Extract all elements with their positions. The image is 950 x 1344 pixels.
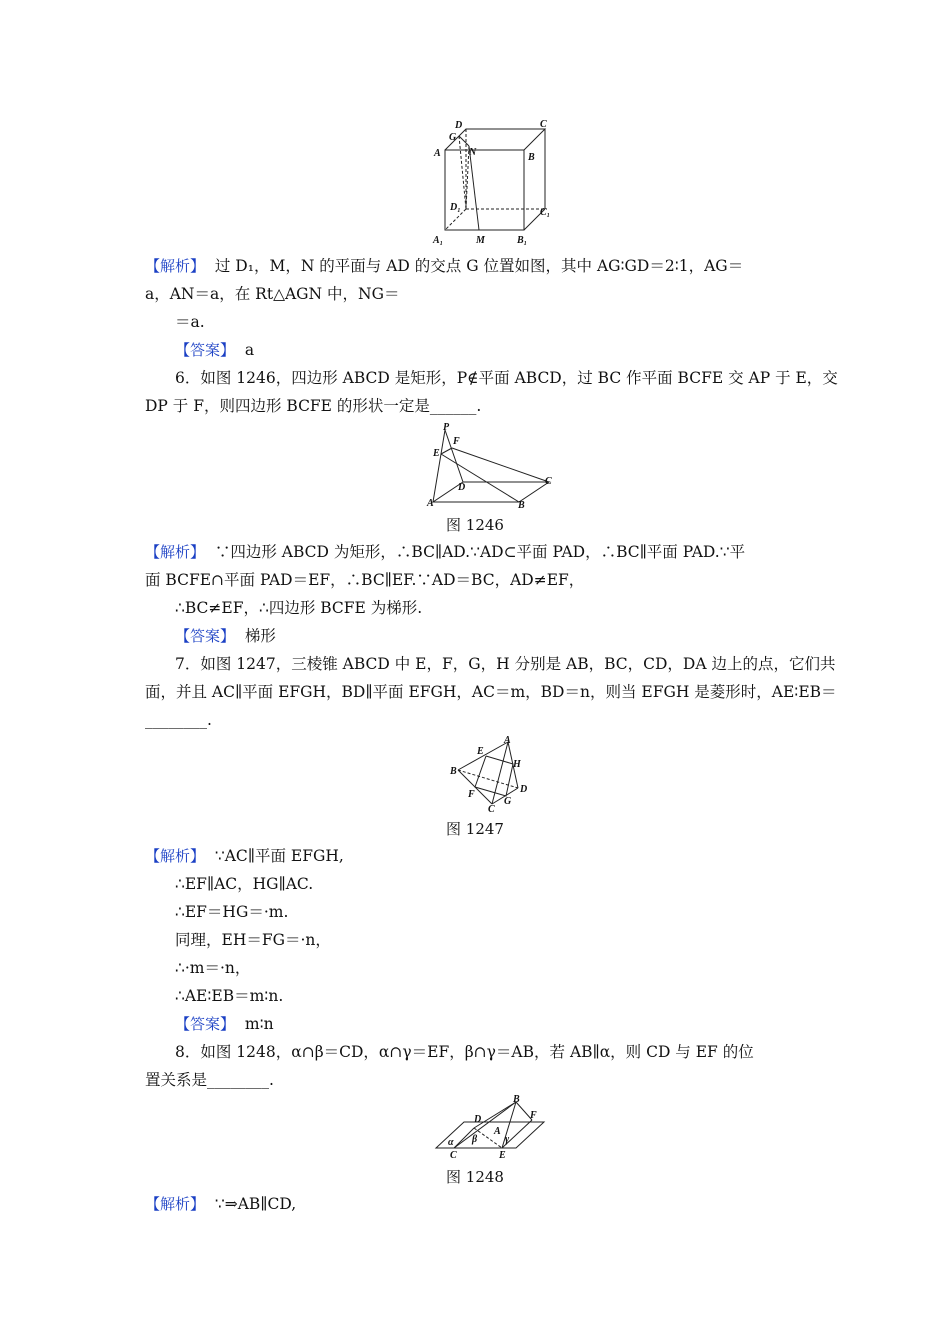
fig7-label: E <box>477 746 484 757</box>
fig5-label: C <box>540 119 547 130</box>
fig7-label: D <box>520 784 528 795</box>
fig5-label: C₁ <box>540 207 551 218</box>
fig8-label: B <box>513 1094 520 1105</box>
q6-analysis-text-1: ∵四边形 ABCD 为矩形，∴BC∥AD.∵AD⊂平面 PAD，∴BC∥平面 PAD.∵平 <box>214 543 746 561</box>
fig5-label: G <box>449 132 457 143</box>
q5-answer: a <box>244 341 255 359</box>
analysis-tag: 【解析】 <box>145 1195 206 1213</box>
fig7-label: A <box>504 735 511 746</box>
q7-analysis-text-1: ∵AC∥平面 EFGH, <box>214 847 344 865</box>
figure-cube <box>425 118 555 248</box>
fig8-label: D <box>474 1114 482 1125</box>
fig8-label: γ <box>505 1134 510 1145</box>
fig7-label: F <box>468 789 475 800</box>
answer-tag: 【答案】 <box>175 1015 236 1033</box>
fig5-label: B <box>528 152 535 163</box>
fig6-label: C <box>545 476 552 487</box>
fig6-label: F <box>453 436 460 447</box>
fig5-label: N <box>469 147 477 158</box>
fig8-label: F <box>530 1110 537 1121</box>
q7-answer-line <box>175 1014 274 1034</box>
q7-stem-line-1: 7．如图 1247，三棱锥 ABCD 中 E，F，G，H 分别是 AB，BC，CD，DA 边上的点，它们共 <box>175 655 836 673</box>
fig6-label: P <box>443 422 450 433</box>
fig8-label: β <box>472 1134 478 1145</box>
q6-answer-line <box>175 626 276 646</box>
q7-stem-line-2: 面，并且 AC∥平面 EFGH，BD∥平面 EFGH，AC＝m，BD＝n，则当 EFGH 是菱形时，AE∶EB＝ <box>145 683 837 701</box>
fig6-label: E <box>433 448 440 459</box>
q5-answer-line <box>175 340 254 360</box>
figure-1247 <box>448 734 533 814</box>
q5-analysis-line-1 <box>145 256 743 276</box>
fig7-label: C <box>488 804 495 814</box>
fig5-label: A₁ <box>433 235 444 246</box>
q5-analysis-text-1: 过 D₁，M，N 的平面与 AD 的交点 G 位置如图，其中 AG∶GD＝2∶1，AG＝ <box>214 257 744 275</box>
fig5-label: D₁ <box>450 202 461 213</box>
q5-analysis-line-2: a，AN＝a，在 Rt△AGN 中，NG＝ <box>145 285 400 303</box>
analysis-tag: 【解析】 <box>145 847 206 865</box>
fig8-label: A <box>494 1126 501 1137</box>
q7-analysis-line-2: ∴EF∥AC，HG∥AC. <box>175 875 314 893</box>
q5-analysis-line-3: ＝a. <box>175 313 205 331</box>
figure-1248 <box>432 1094 557 1162</box>
figure-1246 <box>425 422 560 512</box>
fig7-label: H <box>513 759 521 770</box>
fig7-caption: 图 1247 <box>446 820 504 838</box>
fig5-label: M <box>476 235 485 246</box>
fig6-label: A <box>427 498 434 509</box>
fig6-label: D <box>458 482 466 493</box>
q7-analysis-line-5: ∴·m＝·n， <box>175 959 251 977</box>
analysis-tag: 【解析】 <box>145 543 206 561</box>
q8-stem-line-2: 置关系是________. <box>145 1071 274 1089</box>
q6-stem-line-2: DP 于 F，则四边形 BCFE 的形状一定是______. <box>145 397 482 415</box>
q6-analysis-line-3: ∴BC≠EF，∴四边形 BCFE 为梯形. <box>175 599 423 617</box>
fig5-label: B₁ <box>517 235 528 246</box>
fig8-label: α <box>448 1137 454 1148</box>
q7-answer: m∶n <box>244 1015 274 1033</box>
fig7-label: B <box>450 766 457 777</box>
fig6-caption: 图 1246 <box>446 516 504 534</box>
q7-analysis-line-6: ∴AE∶EB＝m∶n. <box>175 987 284 1005</box>
q8-stem-line-1: 8．如图 1248，α∩β＝CD，α∩γ＝EF，β∩γ＝AB，若 AB∥α，则 CD 与 EF 的位 <box>175 1043 754 1061</box>
analysis-tag: 【解析】 <box>145 257 206 275</box>
answer-tag: 【答案】 <box>175 341 236 359</box>
fig8-caption: 图 1248 <box>446 1168 504 1186</box>
q7-analysis-line-3: ∴EF＝HG＝·m. <box>175 903 289 921</box>
q6-answer: 梯形 <box>244 627 276 645</box>
q6-stem-line-1: 6．如图 1246，四边形 ABCD 是矩形，P∉平面 ABCD，过 BC 作平面 BCFE 交 AP 于 E，交 <box>175 369 838 387</box>
q7-analysis-line-4: 同理，EH＝FG＝·n， <box>175 931 331 949</box>
fig7-label: G <box>504 796 512 807</box>
q8-analysis-line-1 <box>145 1194 296 1214</box>
q7-stem-line-3: ________. <box>145 711 212 729</box>
answer-tag: 【答案】 <box>175 627 236 645</box>
q8-analysis-text-1: ∵⇒AB∥CD, <box>214 1195 297 1213</box>
q6-analysis-line-2: 面 BCFE∩平面 PAD＝EF，∴BC∥EF.∵AD＝BC，AD≠EF， <box>145 571 585 589</box>
q7-analysis-line-1 <box>145 846 344 866</box>
fig8-label: C <box>450 1150 457 1161</box>
fig8-label: E <box>499 1150 506 1161</box>
fig5-label: A <box>434 148 441 159</box>
fig5-label: D <box>455 120 463 131</box>
fig6-label: B <box>518 500 525 511</box>
q6-analysis-line-1 <box>145 542 745 562</box>
